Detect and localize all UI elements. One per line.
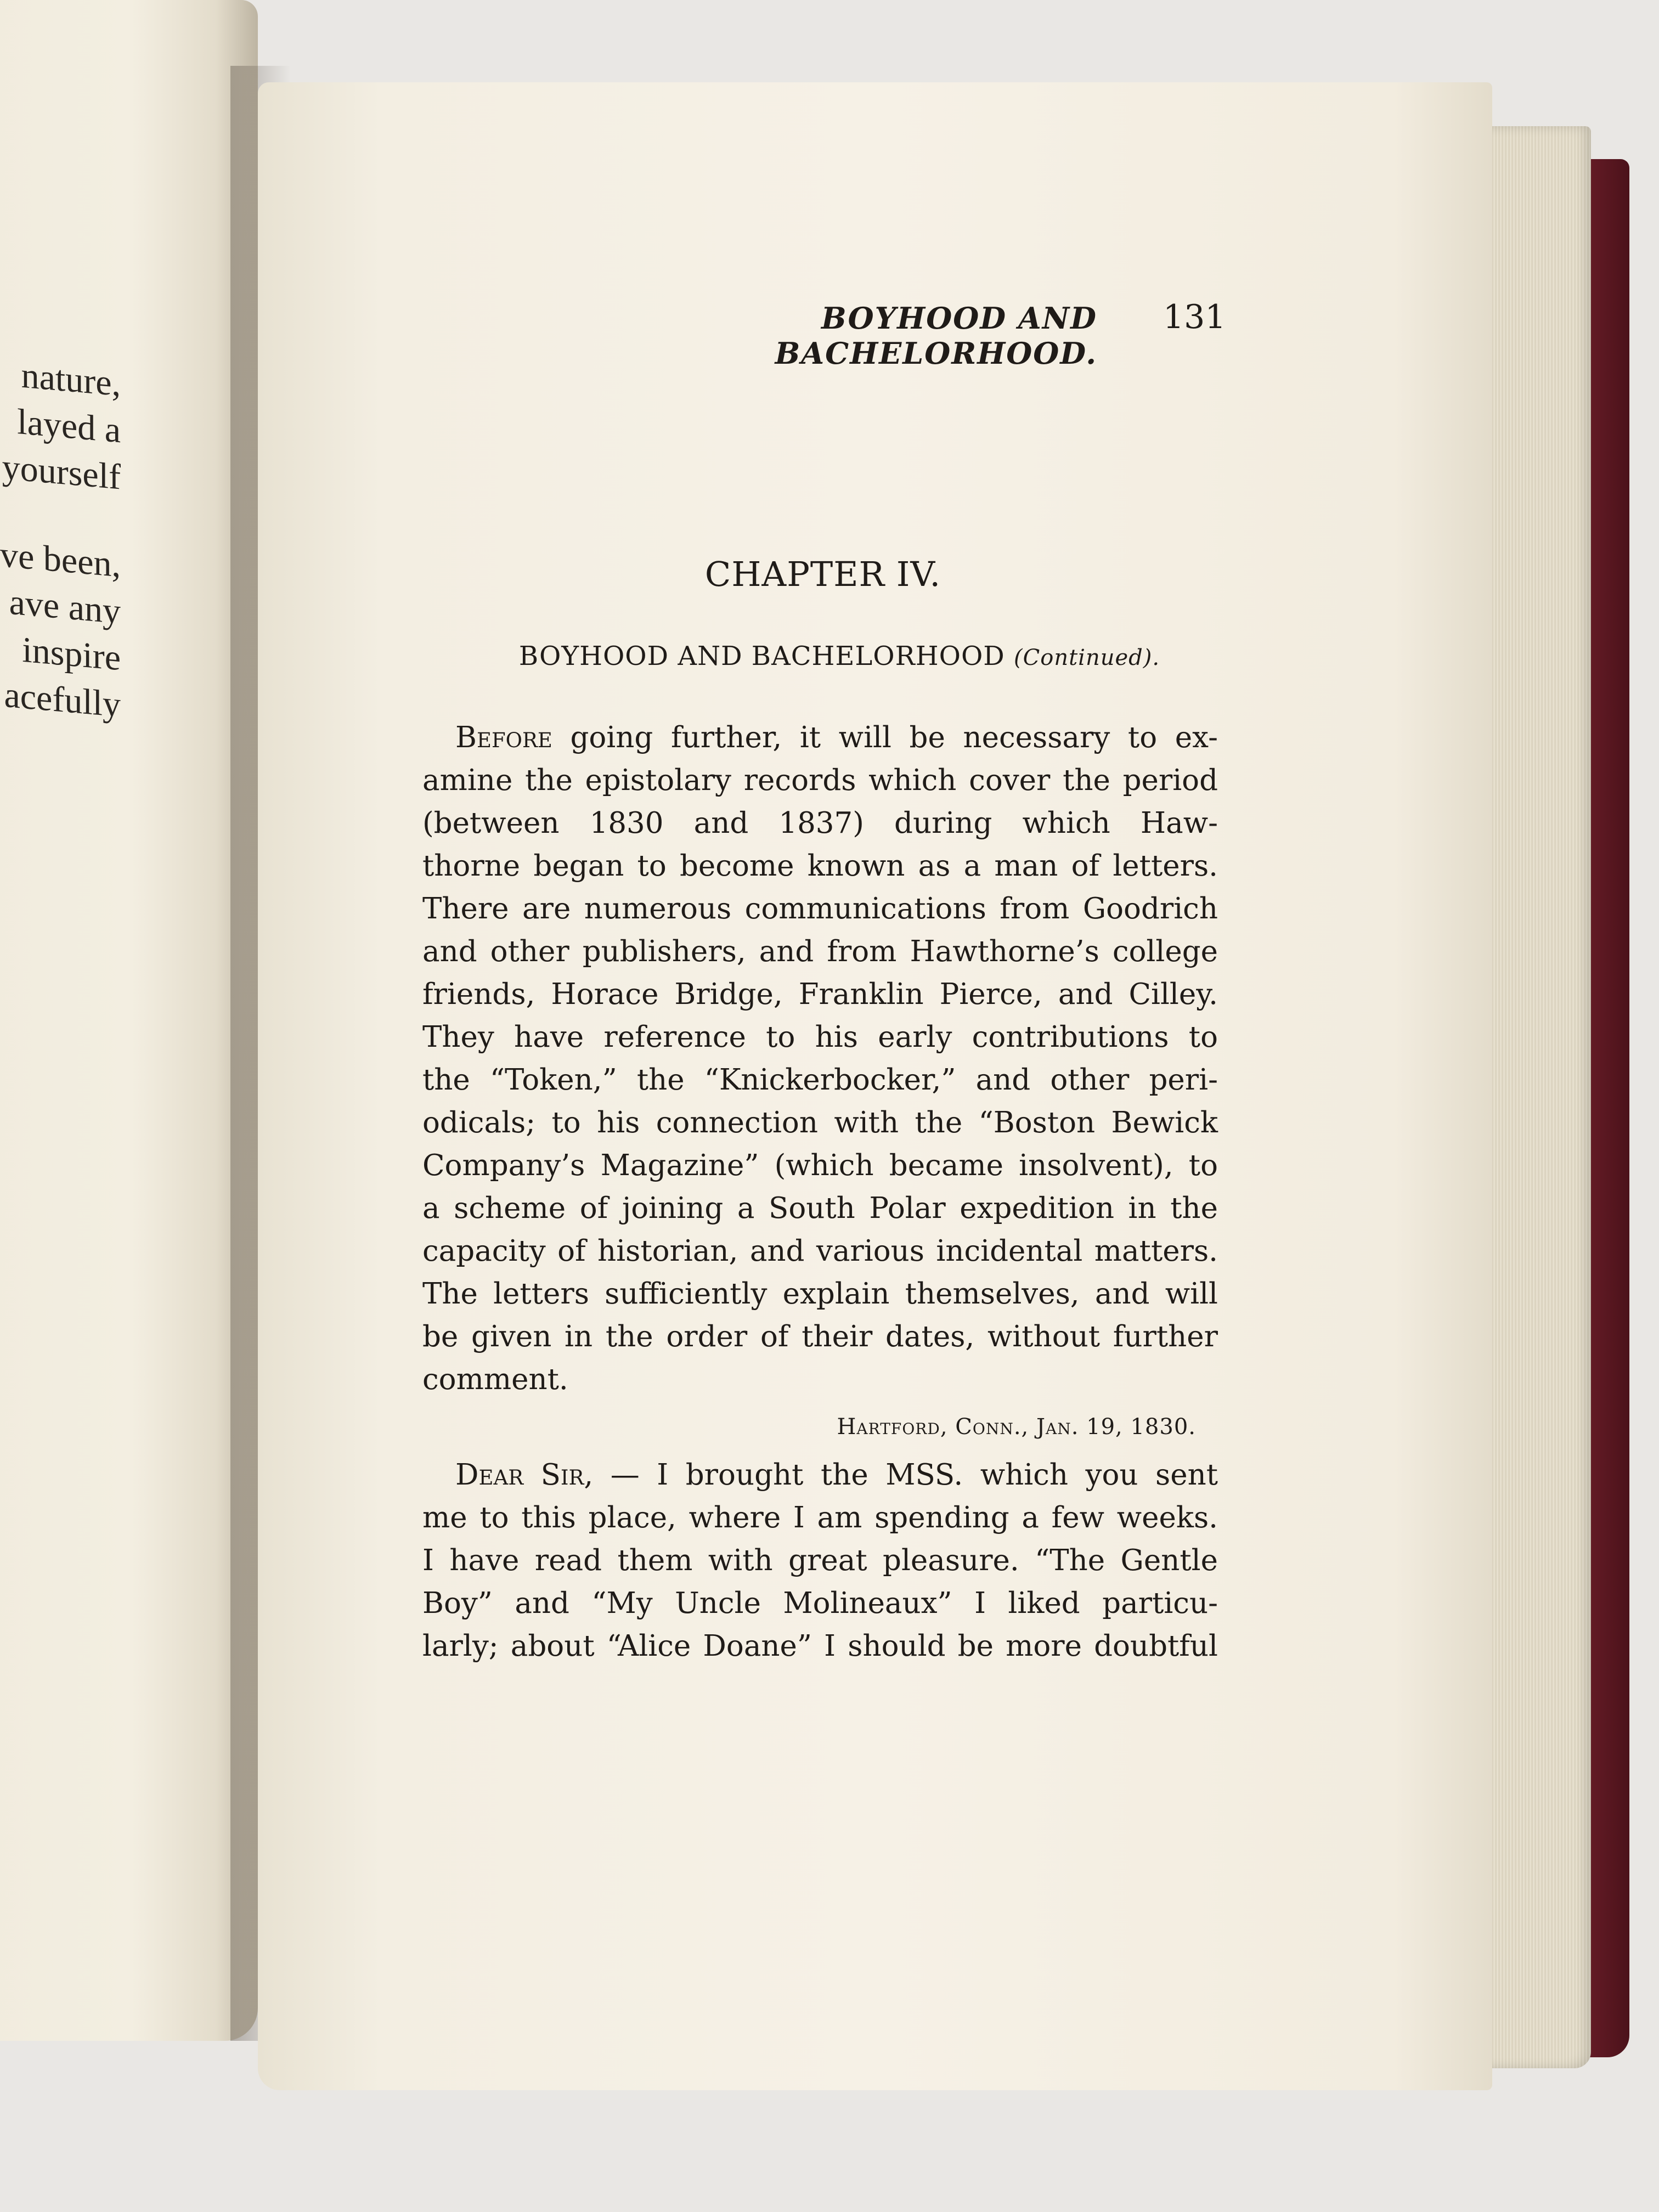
left-line-2: layed a xyxy=(17,401,121,451)
left-line-5: ave any xyxy=(9,582,121,632)
paragraph-line: comment. xyxy=(422,1363,568,1396)
letter-line: Dear Sir, — I brought the MSS. which you sent xyxy=(455,1458,1218,1492)
letter-dateline: Hartford, Conn., Jan. 19, 1830. xyxy=(837,1414,1196,1440)
letter-line: larly; about “Alice Doane” I should be more doubtful xyxy=(422,1629,1218,1663)
paragraph-line: thorne began to become known as a man of letters. xyxy=(422,849,1218,883)
paragraph-line: capacity of historian, and various incidental matters. xyxy=(422,1234,1218,1268)
chapter-title: CHAPTER IV. xyxy=(704,554,941,594)
page-edges xyxy=(1481,126,1591,2068)
paragraph-line: odicals; to his connection with the “Boston Bewick xyxy=(422,1106,1218,1139)
paragraph-line: The letters sufficiently explain themselves, and will xyxy=(422,1277,1218,1311)
paragraph-line: There are numerous communications from Goodrich xyxy=(422,892,1218,926)
paragraph-line: (between 1830 and 1837) during which Haw- xyxy=(422,806,1218,840)
subtitle-text: BOYHOOD AND BACHELORHOOD xyxy=(518,641,1005,672)
chapter-subtitle xyxy=(483,641,1196,672)
paragraph-line: and other publishers, and from Hawthorne’s college xyxy=(422,935,1218,968)
letter-line: me to this place, where I am spending a few weeks. xyxy=(422,1501,1218,1534)
running-head: BOYHOOD AND BACHELORHOOD. xyxy=(775,301,1097,371)
paragraph-line: the “Token,” the “Knickerbocker,” and other peri- xyxy=(422,1063,1218,1097)
left-line-3: yourself xyxy=(2,447,121,498)
left-line-7: acefully xyxy=(4,674,121,725)
letter-line: Boy” and “My Uncle Molineaux” I liked particu- xyxy=(422,1587,1218,1620)
paragraph-line: Company’s Magazine” (which became insolvent), to xyxy=(422,1149,1218,1182)
paragraph-line: be given in the order of their dates, without further xyxy=(422,1320,1218,1353)
left-line-4: ve been, xyxy=(0,534,121,585)
lead-word: Before xyxy=(455,721,552,754)
left-line-1: nature, xyxy=(21,355,121,404)
subtitle-note: (Continued). xyxy=(1014,645,1160,670)
left-page xyxy=(0,0,258,2041)
paragraph-line: friends, Horace Bridge, Franklin Pierce, and Cilley. xyxy=(422,978,1218,1011)
letter-line: I have read them with great pleasure. “The Gentle xyxy=(422,1544,1218,1577)
paragraph-line: They have reference to his early contributions to xyxy=(422,1020,1218,1054)
page-number: 131 xyxy=(1163,298,1226,336)
left-line-6: inspire xyxy=(22,629,121,679)
paragraph-line: Before going further, it will be necessary to ex- xyxy=(455,721,1218,754)
paragraph-line: amine the epistolary records which cover the period xyxy=(422,764,1218,797)
letter-salutation: Dear Sir, xyxy=(455,1458,594,1492)
paragraph-line: a scheme of joining a South Polar expedition in the xyxy=(422,1192,1218,1225)
